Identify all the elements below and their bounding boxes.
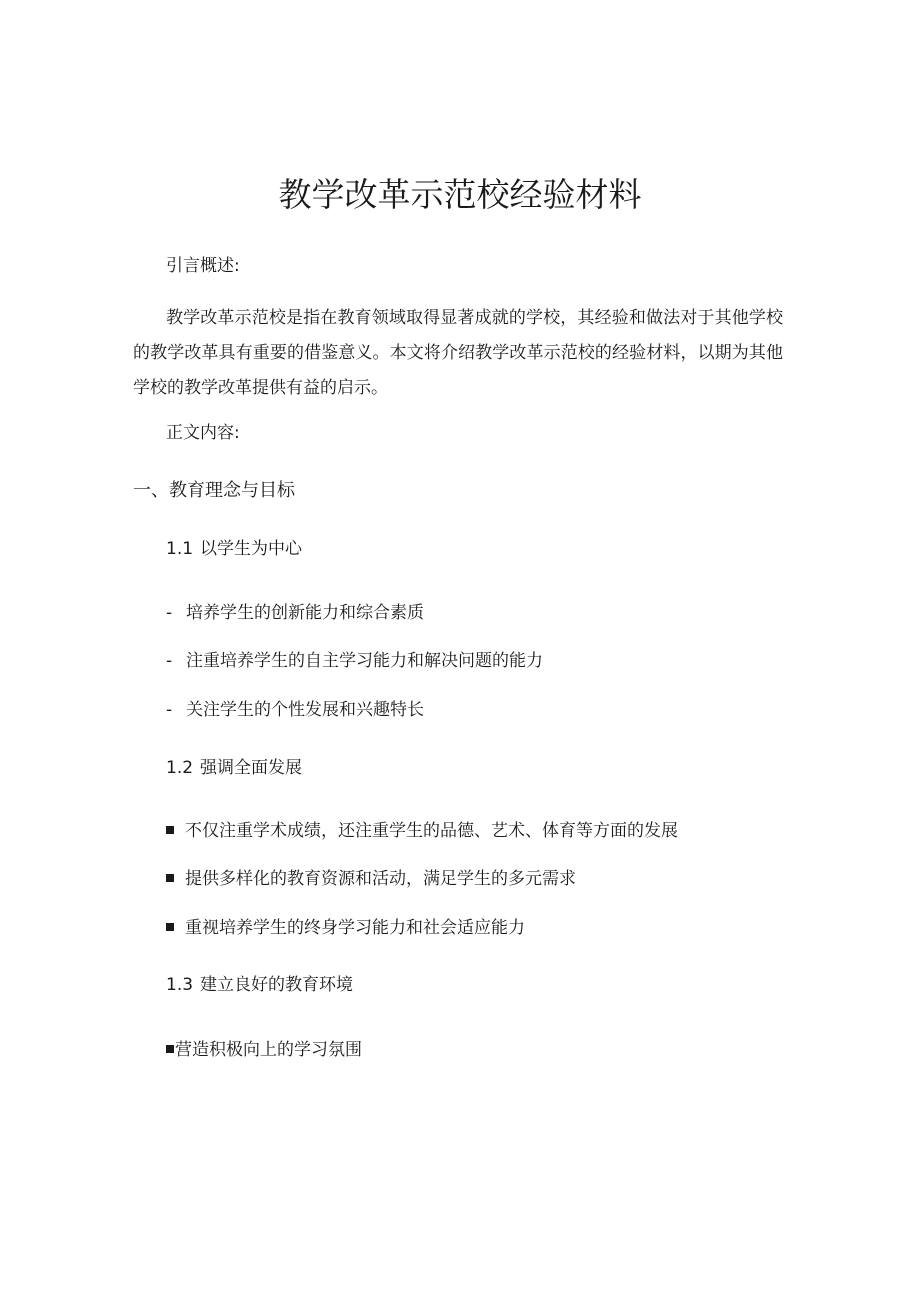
list-item-text: 关注学生的个性发展和兴趣特长 [186,700,424,720]
subsection-number: 1.3 [166,975,194,995]
document-title: 教学改革示范校经验材料 [278,175,642,214]
subsection-heading [166,756,302,780]
subsection-title: 以学生为中心 [200,539,302,559]
subsection-heading [166,973,353,997]
list-item [166,601,424,625]
list-item [166,916,525,940]
dash-bullet: - [166,603,173,623]
list-item [166,698,424,722]
list-item-text: 不仅注重学术成绩，还注重学生的品德、艺术、体育等方面的发展 [185,821,678,841]
subsection-number: 1.2 [166,758,194,778]
intro-paragraph: 教学改革示范校是指在教育领域取得显著成就的学校，其经验和做法对于其他学校的教学改革具有重要的借鉴意义。本文将介绍教学改革示范校的经验材料，以期为其他学校的教学改革提供有益的启示。 [133,308,783,398]
intro-label: 引言概述: [166,256,240,276]
list-item [166,649,543,673]
list-item [166,1038,362,1062]
list-item-text: 营造积极向上的学习氛围 [175,1040,362,1060]
square-bullet-icon [166,826,174,834]
square-bullet-icon [166,923,174,931]
dash-bullet: - [166,700,173,720]
body-label: 正文内容: [166,423,240,443]
subsection-title: 强调全面发展 [200,758,302,778]
list-item-text: 注重培养学生的自主学习能力和解决问题的能力 [186,651,543,671]
dash-bullet: - [166,651,173,671]
subsection-number: 1.1 [166,539,194,559]
square-bullet-icon [166,1045,174,1053]
section-heading: 一、教育理念与目标 [133,480,295,501]
subsection-heading [166,537,302,561]
subsection-title: 建立良好的教育环境 [200,975,353,995]
list-item-text: 重视培养学生的终身学习能力和社会适应能力 [185,918,525,938]
list-item-text: 提供多样化的教育资源和活动，满足学生的多元需求 [185,869,576,889]
list-item-text: 培养学生的创新能力和综合素质 [186,603,424,623]
list-item [166,867,576,891]
square-bullet-icon [166,874,174,882]
list-item [166,819,678,843]
